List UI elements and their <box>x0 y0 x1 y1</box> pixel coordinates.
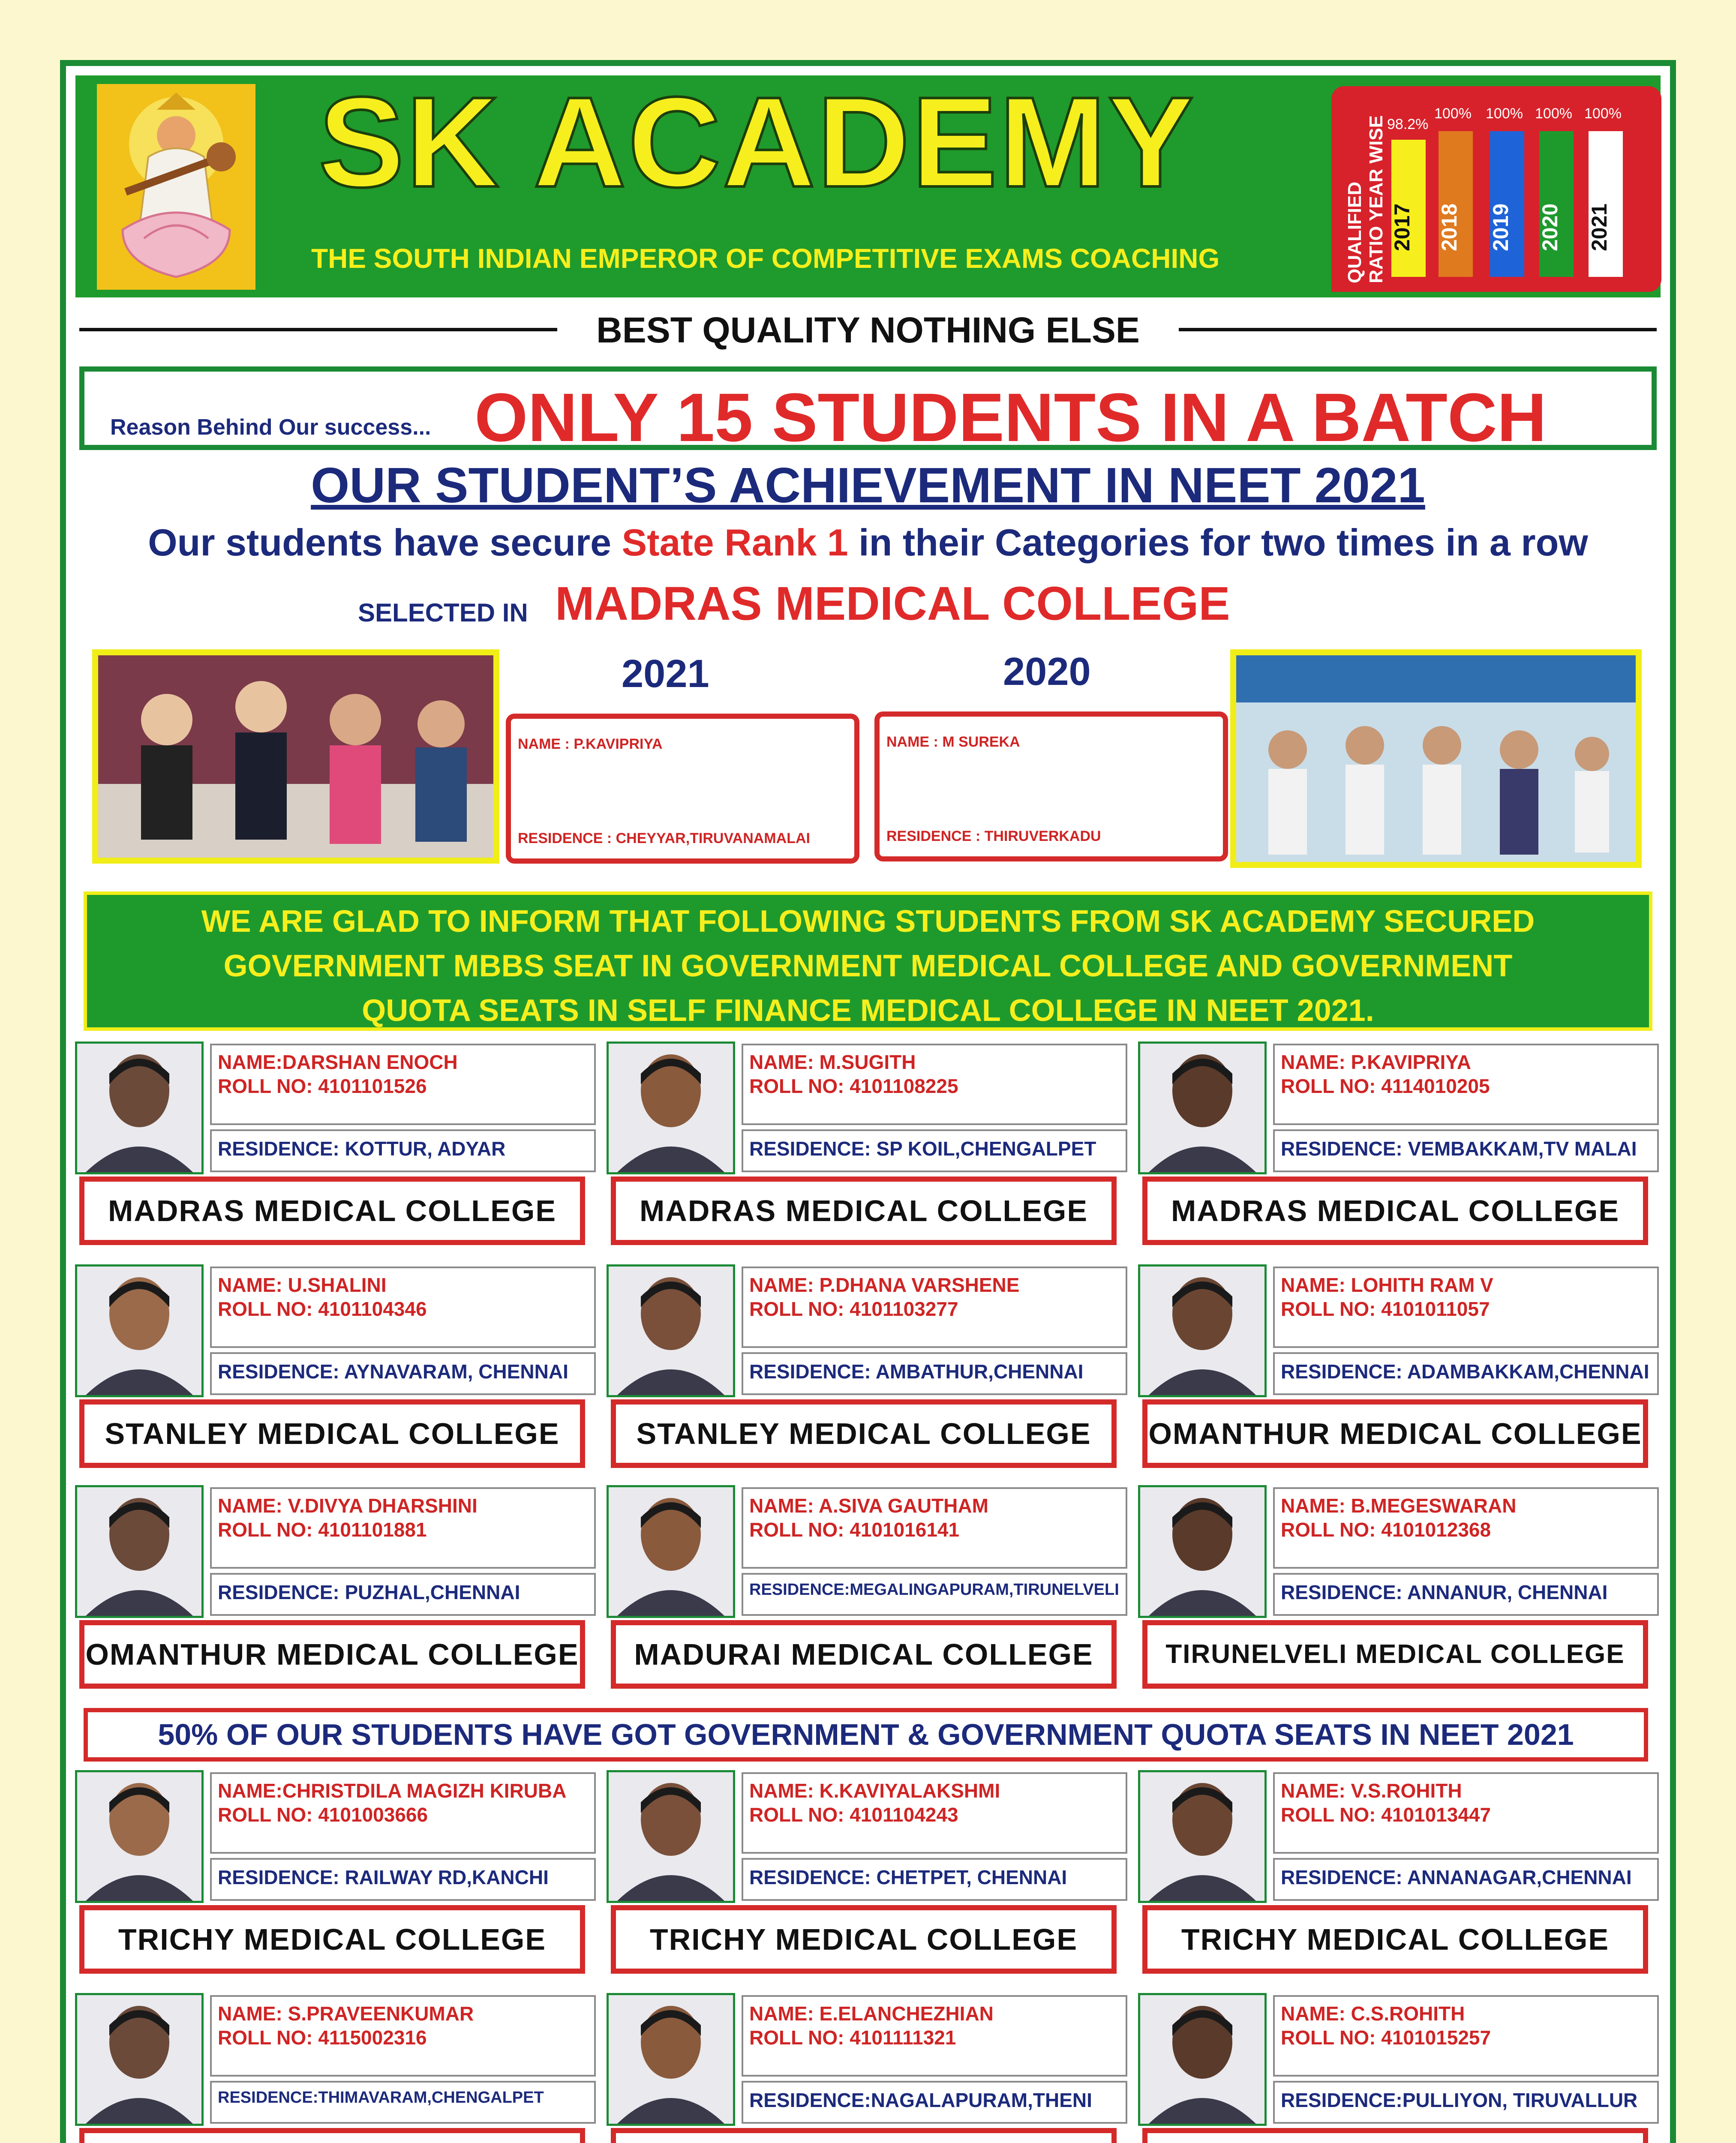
student-college-banner <box>1142 1905 1648 1974</box>
student-name: NAME: V.DIVYA DHARSHINI <box>218 1495 478 1517</box>
student-residence-box <box>210 2081 596 2124</box>
batch-headline: ONLY 15 STUDENTS IN A BATCH <box>475 379 1547 456</box>
student-residence: RESIDENCE: PUZHAL,CHENNAI <box>218 1581 520 1603</box>
student-info-box <box>1273 1267 1659 1348</box>
ratio-label <box>1336 103 1387 283</box>
student-photo <box>607 1264 735 1397</box>
student-name: NAME:DARSHAN ENOCH <box>218 1051 458 1073</box>
notice-line-1: WE ARE GLAD TO INFORM THAT FOLLOWING STUDENTS FROM SK ACADEMY SECURED <box>201 904 1535 939</box>
batch-banner <box>79 366 1657 456</box>
student-college: TRICHY MEDICAL COLLEGE <box>118 1923 547 1956</box>
student-info-box <box>210 1772 596 1854</box>
student-college-banner <box>611 2128 1117 2143</box>
student-photo <box>75 1993 204 2126</box>
student-residence-box <box>210 1129 596 1172</box>
student-roll-number: ROLL NO: 4101011057 <box>1281 1298 1490 1320</box>
ratio-label-line-2: RATIO YEAR WISE <box>1366 115 1387 283</box>
ratio-label-line-1: QUALIFIED <box>1344 181 1365 283</box>
student-roll-number: ROLL NO: 4101015257 <box>1281 2026 1491 2049</box>
ratio-bar-year: 2017 <box>1390 203 1414 251</box>
student-roll-number: ROLL NO: 4101003666 <box>218 1804 428 1826</box>
notice-banner <box>84 891 1652 1031</box>
student-portrait <box>1140 1267 1264 1395</box>
student-info-box <box>1273 1995 1659 2077</box>
notice-line-3: QUOTA SEATS IN SELF FINANCE MEDICAL COLLEGE IN NEET 2021. <box>362 993 1374 1028</box>
student-portrait <box>609 1772 733 1901</box>
student-college: TRICHY MEDICAL COLLEGE <box>649 1923 1078 1956</box>
student-college: TIRUNELVELI MEDICAL COLLEGE <box>1165 1639 1625 1669</box>
student-name: NAME: B.MEGESWARAN <box>1281 1495 1517 1517</box>
student-roll-number: ROLL NO: 4101101881 <box>218 1519 427 1541</box>
student-name: NAME: U.SHALINI <box>218 1274 387 1296</box>
student-residence: RESIDENCE:MEGALINGAPURAM,TIRUNELVELI <box>749 1581 1119 1599</box>
student-residence: RESIDENCE: AMBATHUR,CHENNAI <box>749 1360 1084 1383</box>
student-name: NAME: E.ELANCHEZHIAN <box>749 2002 994 2025</box>
student-residence: RESIDENCE:THIMAVARAM,CHENGALPET <box>218 2089 544 2107</box>
student-info-box <box>1273 1044 1659 1125</box>
student-residence-box <box>742 2081 1127 2124</box>
student-college: OMANTHUR MEDICAL COLLEGE <box>85 1638 579 1671</box>
award-photo-2021 <box>92 649 499 864</box>
student-roll-number: ROLL NO: 4101104346 <box>218 1298 427 1320</box>
student-photo <box>75 1770 204 1903</box>
student-portrait <box>609 1995 733 2124</box>
student-roll-number: ROLL NO: 4101103277 <box>749 1298 958 1320</box>
achievement-heading: OUR STUDENT’S ACHIEVEMENT IN NEET 2021 <box>311 457 1425 513</box>
best-quality-text: BEST QUALITY NOTHING ELSE <box>557 306 1179 354</box>
student-photo <box>607 1041 735 1174</box>
header-banner <box>73 70 1663 300</box>
ratio-bar <box>1439 131 1473 277</box>
student-college-banner <box>1142 1177 1648 1245</box>
student-photo <box>75 1041 204 1174</box>
ratio-bar-percent: 100% <box>1434 105 1472 122</box>
student-portrait <box>609 1487 733 1616</box>
student-residence: RESIDENCE:NAGALAPURAM,THENI <box>749 2089 1092 2111</box>
notice-line-2: GOVERNMENT MBBS SEAT IN GOVERNMENT MEDICAL COLLEGE AND GOVERNMENT <box>223 949 1513 983</box>
ratio-bar <box>1589 131 1623 277</box>
student-roll-number: ROLL NO: 4101111321 <box>749 2026 956 2049</box>
student-residence-box <box>1273 2081 1659 2124</box>
student-portrait <box>77 1487 201 1616</box>
reason-text: Reason Behind Our success... <box>110 415 431 440</box>
student-portrait <box>1140 1995 1264 2124</box>
student-residence-box <box>742 1573 1127 1616</box>
student-college-banner <box>1142 1399 1648 1468</box>
student-portrait <box>1140 1044 1264 1172</box>
saraswati-icon <box>97 84 255 290</box>
student-college: MADRAS MEDICAL COLLEGE <box>639 1194 1088 1228</box>
fifty-percent-banner: 50% OF OUR STUDENTS HAVE GOT GOVERNMENT & GOVERNMENT QUOTA SEATS IN NEET 2021 <box>84 1708 1648 1762</box>
ratio-bar-year: 2019 <box>1489 203 1513 251</box>
student-info-box <box>742 1487 1127 1569</box>
student-residence-box <box>742 1858 1127 1901</box>
ratio-bar-percent: 100% <box>1486 105 1523 122</box>
student-info-box <box>210 1267 596 1348</box>
student-info-box <box>1273 1772 1659 1854</box>
student-residence-box <box>1273 1573 1659 1616</box>
student-residence: RESIDENCE: CHETPET, CHENNAI <box>749 1866 1067 1888</box>
student-portrait <box>77 1044 201 1172</box>
qualified-ratio-panel <box>1331 86 1661 292</box>
student-photo <box>1138 1993 1267 2126</box>
student-portrait <box>609 1267 733 1395</box>
student-name: NAME: M.SUGITH <box>749 1051 916 1073</box>
student-college-banner <box>1142 1620 1648 1689</box>
student-name: NAME: K.KAVIYALAKSHMI <box>749 1780 1000 1802</box>
rank-year-2021: 2021 <box>622 652 709 696</box>
student-college: MADURAI MEDICAL COLLEGE <box>634 1638 1093 1671</box>
student-roll-number: ROLL NO: 4115002316 <box>218 2026 427 2049</box>
student-info-box <box>742 1995 1127 2077</box>
student-roll-number: ROLL NO: 4101104243 <box>749 1804 958 1826</box>
student-residence-box <box>1273 1858 1659 1901</box>
rank-name: NAME : M SUREKA <box>886 734 1020 750</box>
ratio-bar <box>1391 140 1426 277</box>
ratio-bar-percent: 98.2% <box>1387 116 1429 132</box>
student-residence: RESIDENCE: RAILWAY RD,KANCHI <box>218 1866 549 1888</box>
student-name: NAME: C.S.ROHITH <box>1281 2002 1465 2025</box>
student-residence-box <box>1273 1129 1659 1172</box>
student-college-banner <box>611 1399 1117 1468</box>
student-info-box <box>210 1995 596 2077</box>
student-photo <box>1138 1041 1267 1174</box>
student-info-box <box>210 1487 596 1569</box>
student-college-banner <box>79 1177 585 1245</box>
student-residence-box <box>210 1352 596 1395</box>
rank-card-2020 <box>874 711 1228 861</box>
student-college-banner <box>611 1177 1117 1245</box>
student-roll-number: ROLL NO: 4101013447 <box>1281 1804 1491 1826</box>
student-photo <box>75 1485 204 1618</box>
ratio-bar-year: 2020 <box>1538 203 1562 251</box>
student-residence: RESIDENCE: SP KOIL,CHENGALPET <box>749 1138 1096 1160</box>
student-info-box <box>742 1267 1127 1348</box>
student-name: NAME: A.SIVA GAUTHAM <box>749 1495 988 1517</box>
academy-title: SK ACADEMY <box>318 70 1195 214</box>
rank-year-2020: 2020 <box>1003 650 1091 693</box>
student-residence: RESIDENCE: AYNAVARAM, CHENNAI <box>218 1360 568 1383</box>
student-info-box <box>210 1044 596 1125</box>
student-college: MADRAS MEDICAL COLLEGE <box>1171 1194 1620 1228</box>
student-photo <box>1138 1264 1267 1397</box>
student-college-banner <box>611 1905 1117 1974</box>
secure-post: in their Categories for two times in a row <box>848 521 1588 564</box>
student-residence: RESIDENCE: ANNANUR, CHENNAI <box>1281 1581 1608 1603</box>
student-photo <box>1138 1770 1267 1903</box>
student-portrait <box>77 1995 201 2124</box>
student-college-banner <box>79 1905 585 1974</box>
student-name: NAME: P.KAVIPRIYA <box>1281 1051 1471 1073</box>
student-college-banner <box>79 1399 585 1468</box>
student-portrait <box>1140 1487 1264 1616</box>
state-rank-line <box>0 521 1736 564</box>
ratio-bar-percent: 100% <box>1535 105 1572 122</box>
student-residence-box <box>742 1129 1127 1172</box>
student-residence: RESIDENCE: ADAMBAKKAM,CHENNAI <box>1281 1360 1649 1383</box>
student-residence-box <box>1273 1352 1659 1395</box>
award-ceremony-photo <box>1236 655 1636 862</box>
student-roll-number: ROLL NO: 4101101526 <box>218 1075 427 1097</box>
student-residence-box <box>742 1352 1127 1395</box>
student-residence: RESIDENCE: ANNANAGAR,CHENNAI <box>1281 1866 1632 1888</box>
student-photo <box>607 1485 735 1618</box>
state-rank-highlight: State Rank 1 <box>622 521 848 564</box>
student-residence: RESIDENCE: VEMBAKKAM,TV MALAI <box>1281 1138 1637 1160</box>
student-info-box <box>1273 1487 1659 1569</box>
goddess-logo <box>97 84 255 290</box>
student-college-banner <box>611 1620 1117 1689</box>
award-ceremony-photo <box>98 655 493 858</box>
student-portrait <box>77 1772 201 1901</box>
student-photo <box>75 1264 204 1397</box>
student-info-box <box>742 1772 1127 1854</box>
rank-residence: RESIDENCE : CHEYYAR,TIRUVANAMALAI <box>518 830 810 846</box>
student-college: STANLEY MEDICAL COLLEGE <box>636 1417 1091 1450</box>
student-name: NAME:CHRISTDILA MAGIZH KIRUBA <box>218 1780 567 1802</box>
student-college: TRICHY MEDICAL COLLEGE <box>1181 1923 1610 1956</box>
selected-college: MADRAS MEDICAL COLLEGE <box>555 577 1230 630</box>
student-residence-box <box>210 1858 596 1901</box>
student-portrait <box>609 1044 733 1172</box>
student-college-banner <box>79 2128 585 2143</box>
secure-pre: Our students have secure <box>148 521 622 564</box>
student-name: NAME: V.S.ROHITH <box>1281 1780 1462 1802</box>
student-photo <box>607 1770 735 1903</box>
ratio-bar-percent: 100% <box>1584 105 1622 122</box>
rank-residence: RESIDENCE : THIRUVERKADU <box>886 828 1101 844</box>
student-college: OMANTHUR MEDICAL COLLEGE <box>1148 1417 1642 1450</box>
student-portrait <box>77 1267 201 1395</box>
student-name: NAME: P.DHANA VARSHENE <box>749 1274 1020 1296</box>
student-portrait <box>1140 1772 1264 1901</box>
student-residence: RESIDENCE: KOTTUR, ADYAR <box>218 1138 506 1160</box>
student-college: STANLEY MEDICAL COLLEGE <box>105 1417 560 1450</box>
student-photo <box>1138 1485 1267 1618</box>
student-college-banner <box>1142 2128 1648 2143</box>
rank-name: NAME : P.KAVIPRIYA <box>518 736 663 752</box>
student-residence-box <box>210 1573 596 1616</box>
ratio-bar-year: 2021 <box>1587 203 1611 251</box>
student-name: NAME: LOHITH RAM V <box>1281 1274 1493 1296</box>
ratio-bar <box>1539 131 1574 277</box>
selected-in-label: SELECTED IN <box>358 598 528 627</box>
rank-card-2021 <box>506 714 859 864</box>
student-roll-number: ROLL NO: 4101108225 <box>749 1075 958 1097</box>
student-photo <box>607 1993 735 2126</box>
ratio-bar <box>1490 131 1524 277</box>
award-photo-2020 <box>1230 649 1642 868</box>
student-roll-number: ROLL NO: 4114010205 <box>1281 1075 1490 1097</box>
student-college: MADRAS MEDICAL COLLEGE <box>108 1194 557 1228</box>
academy-tagline: THE SOUTH INDIAN EMPEROR OF COMPETITIVE EXAMS COACHING <box>311 243 1220 274</box>
student-roll-number: ROLL NO: 4101016141 <box>749 1519 960 1541</box>
student-roll-number: ROLL NO: 4101012368 <box>1281 1519 1491 1541</box>
ratio-bar-year: 2018 <box>1437 203 1461 251</box>
student-residence: RESIDENCE:PULLIYON, TIRUVALLUR <box>1281 2089 1638 2111</box>
student-college-banner <box>79 1620 585 1689</box>
student-info-box <box>742 1044 1127 1125</box>
student-name: NAME: S.PRAVEENKUMAR <box>218 2002 474 2025</box>
